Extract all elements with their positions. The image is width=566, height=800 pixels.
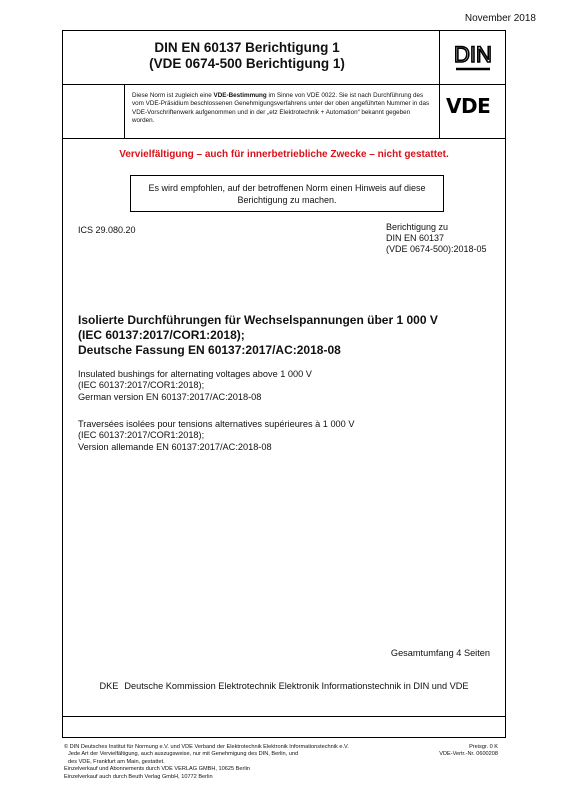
- din-logo: [453, 38, 493, 74]
- intro-left-divider: [124, 84, 125, 138]
- footer-divider: [62, 716, 506, 717]
- dke-abbreviation: DKE: [99, 681, 119, 691]
- page-count: Gesamtumfang 4 Seiten: [390, 648, 490, 658]
- french-title: Traversées isolées pour tensions alternatives supérieures à 1 000 V (IEC 60137:2017/COR1:2018); Version allemande EN 60137:2017/AC:2018-08: [78, 419, 355, 452]
- vde-distribution-number: VDE-Vertr.-Nr. 0600208: [439, 751, 498, 758]
- document-title-line1: DIN EN 60137 Berichtigung 1: [154, 40, 340, 55]
- recommendation-line1: Es wird empfohlen, auf der betroffenen Norm einen Hinweis auf diese: [148, 182, 426, 193]
- correction-reference: Berichtigung zu DIN EN 60137 (VDE 0674-500):2018-05: [386, 222, 487, 254]
- copyright-footer: © DIN Deutsches Institut für Normung e.V. und VDE Verband der Elektrotechnik Elektronik Informationstechnik e.V. Jede Art der Vervielfältigung, auch auszugsweise, nur mit Genehmigung des DIN, Berlin, und des VDE, Frankfurt am Main, gestattet. Einzelverkauf und Abonnements durch VDE VERLAG GMBH, 10625 Berlin Einzelverkauf auch durch Beuth Verlag GmbH, 10772 Berlin: [64, 744, 349, 780]
- price-group: Preisgr. 0 K: [469, 744, 498, 750]
- vde-logo: VDE: [446, 94, 491, 118]
- vde-provision-bold: VDE-Bestimmung: [213, 92, 267, 99]
- price-info: [439, 744, 498, 759]
- dke-full-name: Deutsche Kommission Elektrotechnik Elektronik Informationstechnik in DIN und VDE: [124, 681, 469, 691]
- ics-code: ICS 29.080.20: [78, 225, 136, 235]
- document-title: [62, 40, 432, 72]
- english-title: Insulated bushings for alternating voltages above 1 000 V (IEC 60137:2017/COR1:2018); German version EN 60137:2017/AC:2018-08: [78, 369, 312, 402]
- dke-line: [62, 681, 506, 691]
- german-title: Isolierte Durchführungen für Wechselspannungen über 1 000 V (IEC 60137:2017/COR1:2018); Deutsche Fassung EN 60137:2017/AC:2018-08: [78, 313, 438, 357]
- recommendation-box: [130, 175, 444, 212]
- document-title-line2: (VDE 0674-500 Berichtigung 1): [149, 56, 345, 71]
- reproduction-warning: Vervielfältigung – auch für innerbetriebliche Zwecke – nicht gestattet.: [119, 149, 449, 160]
- logo-column-divider: [439, 30, 440, 138]
- din-logo-graphic: [453, 38, 493, 74]
- svg-text:DIN: DIN: [454, 42, 492, 67]
- recommendation-line2: Berichtigung zu machen.: [237, 194, 337, 205]
- vde-provision-note: Diese Norm ist zugleich eine VDE-Bestimmung im Sinne von VDE 0022. Sie ist nach Durchführung des vom VDE-Präsidium beschlossenen Genehmigungsverfahrens unter der oben angeführten Nummer in das VDE-Vorschriftenwerk aufgenommen und in der „etz Elektrotechnik + Automation“ bekannt gegeben worden.: [132, 92, 430, 124]
- publication-date: November 2018: [464, 13, 536, 24]
- intro-divider: [62, 138, 506, 139]
